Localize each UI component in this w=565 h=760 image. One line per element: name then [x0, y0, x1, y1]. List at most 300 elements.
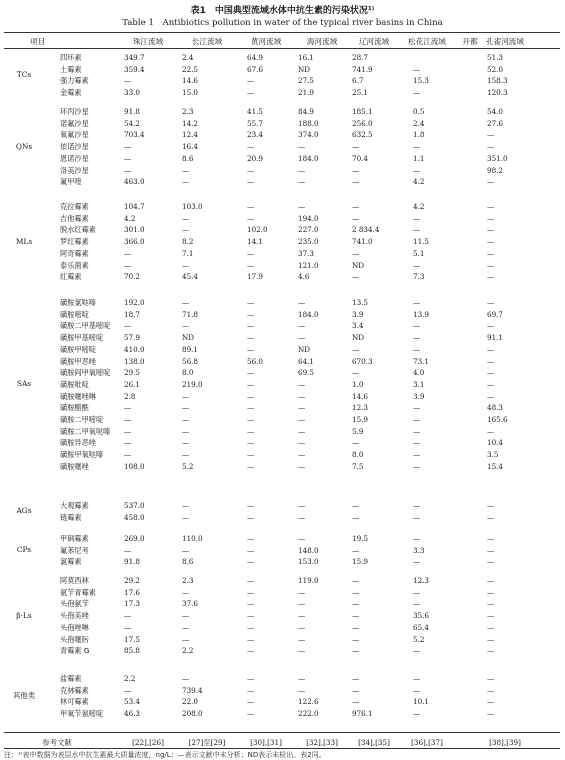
- value-zhujiang: 537.0: [124, 501, 145, 510]
- value-songhuajiang: —: [413, 534, 421, 543]
- value-kongque: —: [487, 379, 495, 389]
- value-huanghe: —: [247, 298, 255, 307]
- value-kongque: —: [487, 501, 495, 510]
- value-haihe: 122.6: [298, 697, 319, 707]
- drug-name: 磺胺二甲嘧啶: [60, 415, 104, 424]
- value-huanghe: 17.9: [247, 272, 264, 282]
- drug-name: 头孢噻肟: [60, 634, 89, 644]
- value-songhuajiang: —: [413, 512, 421, 522]
- value-liaohe: 3.9: [352, 309, 364, 319]
- drug-name: 脱水红霉素: [60, 225, 96, 235]
- drug-name: 青霉素 G: [60, 646, 90, 656]
- value-kongque: 351.0: [487, 153, 508, 163]
- value-liaohe: 670.3: [352, 356, 373, 366]
- value-songhuajiang: —: [413, 646, 421, 656]
- drug-name: 磺胺噻唑: [60, 461, 89, 471]
- value-kongque: —: [487, 599, 495, 609]
- value-liaohe: ND: [352, 333, 365, 343]
- value-huanghe: —: [247, 142, 255, 152]
- value-songhuajiang: —: [413, 64, 421, 74]
- value-zhujiang: 301.0: [124, 225, 145, 235]
- value-liaohe: —: [352, 697, 360, 707]
- value-changjiang: 14.6: [182, 76, 199, 86]
- value-huanghe: —: [247, 403, 255, 413]
- value-changjiang: 7.1: [182, 248, 194, 258]
- value-huanghe: 55.7: [247, 118, 264, 128]
- value-songhuajiang: 15.3: [413, 76, 430, 86]
- value-changjiang: 12.4: [182, 130, 199, 140]
- drug-name: 大观霉素: [60, 501, 89, 510]
- value-kongque: —: [487, 248, 495, 258]
- value-huanghe: —: [247, 213, 255, 223]
- value-huanghe: —: [247, 438, 255, 448]
- value-zhujiang: 703.4: [124, 130, 145, 140]
- value-songhuajiang: 2.4: [413, 118, 425, 128]
- value-liaohe: 70.4: [352, 153, 369, 163]
- header-basin-haihe: 海河流域: [306, 37, 338, 46]
- value-huanghe: 64.9: [247, 53, 264, 62]
- value-songhuajiang: 4.2: [413, 202, 425, 211]
- value-zhujiang: 46.3: [124, 709, 141, 719]
- value-liaohe: —: [352, 368, 360, 378]
- value-songhuajiang: —: [413, 142, 421, 152]
- value-songhuajiang: 13.9: [413, 309, 430, 319]
- value-changjiang: —: [182, 213, 190, 223]
- value-songhuajiang: 5.2: [413, 634, 425, 644]
- value-songhuajiang: 12.3: [413, 576, 430, 585]
- value-haihe: 4.6: [298, 272, 310, 282]
- value-kongque: 120.3: [487, 88, 508, 98]
- value-songhuajiang: —: [413, 213, 421, 223]
- reference-haihe: [32],[33]: [306, 738, 338, 747]
- value-changjiang: —: [182, 426, 190, 436]
- value-zhujiang: 29.5: [124, 368, 141, 378]
- value-songhuajiang: —: [413, 709, 421, 719]
- value-haihe: —: [298, 461, 306, 471]
- value-huanghe: —: [247, 426, 255, 436]
- value-changjiang: —: [182, 674, 190, 683]
- value-changjiang: —: [182, 512, 190, 522]
- drug-name: 磺胺异恶唑: [60, 438, 96, 448]
- value-huanghe: —: [247, 599, 255, 609]
- value-songhuajiang: —: [413, 415, 421, 424]
- value-haihe: —: [298, 298, 306, 307]
- value-songhuajiang: —: [413, 225, 421, 235]
- value-haihe: —: [298, 333, 306, 343]
- drug-name: 氨苄青霉素: [60, 587, 96, 597]
- value-zhujiang: 458.0: [124, 512, 145, 522]
- value-kongque: —: [487, 130, 495, 140]
- drug-name: 阿奇霉素: [60, 248, 89, 258]
- value-zhujiang: 54.2: [124, 118, 141, 128]
- value-songhuajiang: —: [413, 344, 421, 354]
- value-huanghe: —: [247, 88, 255, 98]
- value-songhuajiang: 11.5: [413, 237, 430, 247]
- value-songhuajiang: —: [413, 165, 421, 175]
- value-changjiang: —: [182, 298, 190, 307]
- value-changjiang: 2.4: [182, 53, 194, 62]
- value-zhujiang: —: [124, 321, 132, 331]
- value-zhujiang: 91.8: [124, 557, 141, 567]
- value-zhujiang: 410.0: [124, 344, 145, 354]
- value-songhuajiang: —: [413, 438, 421, 448]
- value-songhuajiang: 1.1: [413, 153, 425, 163]
- value-haihe: —: [298, 685, 306, 695]
- value-kongque: —: [487, 534, 495, 543]
- drug-name: 头孢唑啉: [60, 622, 89, 632]
- value-huanghe: —: [247, 391, 255, 401]
- value-kongque: —: [487, 587, 495, 597]
- value-huanghe: —: [247, 76, 255, 86]
- value-liaohe: —: [352, 634, 360, 644]
- value-liaohe: 185.1: [352, 107, 373, 116]
- drug-name: 磺胺二甲氧哒嗪: [60, 426, 111, 436]
- value-zhujiang: —: [124, 685, 132, 695]
- value-songhuajiang: 10.1: [413, 697, 430, 707]
- drug-name: 头孢美唑: [60, 611, 89, 621]
- drug-name: 克林霉素: [60, 685, 89, 695]
- value-zhujiang: 17.6: [124, 587, 141, 597]
- value-huanghe: 41.5: [247, 107, 264, 116]
- value-liaohe: —: [352, 142, 360, 152]
- value-songhuajiang: —: [413, 685, 421, 695]
- value-changjiang: —: [182, 177, 190, 187]
- value-zhujiang: 17.3: [124, 599, 141, 609]
- value-huanghe: —: [247, 450, 255, 460]
- drug-name: 磺胺间甲氧嘧啶: [60, 368, 111, 378]
- value-haihe: 227.0: [298, 225, 319, 235]
- value-changjiang: 8.0: [182, 368, 194, 378]
- value-liaohe: —: [352, 685, 360, 695]
- value-songhuajiang: —: [413, 321, 421, 331]
- value-kongque: 48.3: [487, 403, 504, 413]
- drug-name: 磺胺甲嘧啶: [60, 344, 96, 354]
- value-haihe: —: [298, 415, 306, 424]
- value-huanghe: —: [247, 248, 255, 258]
- value-liaohe: —: [352, 438, 360, 448]
- table-title-chinese: 表1 中国典型流域水体中抗生素的污染状况¹⁾: [190, 6, 375, 16]
- value-haihe: —: [298, 391, 306, 401]
- value-zhujiang: 2.8: [124, 391, 136, 401]
- value-kongque: —: [487, 512, 495, 522]
- value-changjiang: —: [182, 415, 190, 424]
- value-haihe: 37.3: [298, 248, 315, 258]
- value-zhujiang: 138.0: [124, 356, 145, 366]
- value-changjiang: 89.1: [182, 344, 199, 354]
- value-kongque: 52.0: [487, 64, 504, 74]
- value-zhujiang: 18.7: [124, 309, 141, 319]
- value-huanghe: —: [247, 321, 255, 331]
- value-kongque: —: [487, 344, 495, 354]
- value-haihe: 148.0: [298, 545, 319, 555]
- value-huanghe: 20.9: [247, 153, 264, 163]
- drug-name: 阿莫西林: [60, 576, 89, 585]
- value-kongque: —: [487, 321, 495, 331]
- drug-name: 克拉霉素: [60, 202, 89, 211]
- value-liaohe: 632.5: [352, 130, 373, 140]
- value-changjiang: 56.8: [182, 356, 199, 366]
- category-label: MLs: [15, 236, 33, 246]
- drug-name: 林可霉素: [60, 697, 89, 707]
- value-changjiang: —: [182, 622, 190, 632]
- header-item: 项目: [30, 37, 46, 46]
- value-kongque: —: [487, 697, 495, 707]
- value-haihe: 374.0: [298, 130, 319, 140]
- value-haihe: 235.0: [298, 237, 319, 247]
- value-liaohe: —: [352, 611, 360, 621]
- value-haihe: —: [298, 379, 306, 389]
- value-zhujiang: 29.2: [124, 576, 141, 585]
- value-haihe: 119.0: [298, 576, 319, 585]
- value-huanghe: —: [247, 622, 255, 632]
- value-liaohe: —: [352, 674, 360, 683]
- value-changjiang: —: [182, 391, 190, 401]
- value-kongque: —: [487, 237, 495, 247]
- value-liaohe: —: [352, 599, 360, 609]
- value-haihe: —: [298, 142, 306, 152]
- value-haihe: —: [298, 321, 306, 331]
- value-haihe: —: [298, 599, 306, 609]
- value-kongque: 27.6: [487, 118, 504, 128]
- value-zhujiang: 104.7: [124, 202, 145, 211]
- header-basin-liaohe: 辽河流域: [358, 37, 390, 46]
- value-changjiang: —: [182, 545, 190, 555]
- value-zhujiang: —: [124, 426, 132, 436]
- value-kongque: —: [487, 557, 495, 567]
- value-songhuajiang: —: [413, 599, 421, 609]
- value-liaohe: 5.9: [352, 426, 364, 436]
- value-zhujiang: —: [124, 248, 132, 258]
- table-title-english: Table 1 Antibiotics pollution in water of the typical river basins in China: [122, 18, 443, 28]
- value-liaohe: 976.1: [352, 709, 373, 719]
- value-kongque: —: [487, 611, 495, 621]
- value-liaohe: 15.9: [352, 557, 369, 567]
- value-huanghe: —: [247, 368, 255, 378]
- top-rule: [4, 32, 560, 33]
- value-changjiang: 2.3: [182, 576, 194, 585]
- value-haihe: 16.1: [298, 53, 315, 62]
- category-label: β-Ls: [16, 610, 32, 620]
- value-zhujiang: 70.2: [124, 272, 141, 282]
- value-kongque: 98.2: [487, 165, 504, 175]
- value-liaohe: ND: [352, 260, 365, 270]
- value-kongque: —: [487, 272, 495, 282]
- value-liaohe: 741.0: [352, 237, 373, 247]
- value-liaohe: 12.3: [352, 403, 369, 413]
- value-huanghe: —: [247, 709, 255, 719]
- reference-songhuajiang: [36],[37]: [411, 738, 443, 747]
- drug-name: 甲氧苄氨嘧啶: [60, 709, 104, 719]
- drug-name: 磺胺甲恶唑: [60, 356, 96, 366]
- value-huanghe: —: [247, 545, 255, 555]
- value-kongque: 3.5: [487, 450, 499, 460]
- value-haihe: 121.0: [298, 260, 319, 270]
- drug-name: 恩诺沙星: [60, 153, 89, 163]
- drug-name: 磺胺氯哒嗪: [60, 298, 96, 307]
- value-kongque: —: [487, 260, 495, 270]
- value-songhuajiang: —: [413, 426, 421, 436]
- value-huanghe: —: [247, 576, 255, 585]
- value-huanghe: —: [247, 646, 255, 656]
- value-huanghe: —: [247, 177, 255, 187]
- value-haihe: —: [298, 426, 306, 436]
- value-changjiang: —: [182, 634, 190, 644]
- value-huanghe: —: [247, 685, 255, 695]
- value-haihe: 21.9: [298, 88, 315, 98]
- value-haihe: 194.0: [298, 213, 319, 223]
- value-haihe: —: [298, 501, 306, 510]
- value-zhujiang: 53.4: [124, 697, 141, 707]
- value-liaohe: 7.5: [352, 461, 364, 471]
- header-basin-kaidu: 开都: [462, 37, 478, 46]
- value-haihe: 184.0: [298, 153, 319, 163]
- value-huanghe: —: [247, 165, 255, 175]
- value-zhujiang: 463.0: [124, 177, 145, 187]
- value-haihe: 184.0: [298, 309, 319, 319]
- value-haihe: 222.0: [298, 709, 319, 719]
- value-huanghe: 23.4: [247, 130, 264, 140]
- value-songhuajiang: —: [413, 298, 421, 307]
- drug-name: 氟甲喹: [60, 177, 82, 187]
- value-liaohe: 741.9: [352, 64, 373, 74]
- value-zhujiang: —: [124, 438, 132, 448]
- drug-name: 磺胺嘧啶: [60, 309, 89, 319]
- value-songhuajiang: —: [413, 333, 421, 343]
- category-label: AGs: [16, 506, 32, 516]
- value-haihe: 84.9: [298, 107, 315, 116]
- drug-name: 链霉素: [60, 512, 82, 522]
- value-huanghe: —: [247, 634, 255, 644]
- value-zhujiang: —: [124, 153, 132, 163]
- drug-name: 诺氟沙星: [60, 118, 89, 128]
- value-changjiang: —: [182, 225, 190, 235]
- table-footnote: 注：¹⁾表中数据为表层水中抗生素最大质量浓度，ng/L；—表示文献中未分析；ND表示未检出。表2同。: [4, 751, 326, 759]
- drug-name: 盐霉素: [60, 674, 82, 683]
- value-changjiang: 739.4: [182, 685, 203, 695]
- value-haihe: —: [298, 611, 306, 621]
- value-liaohe: 14.6: [352, 391, 369, 401]
- value-zhujiang: 2.2: [124, 674, 136, 683]
- value-liaohe: 25.1: [352, 88, 369, 98]
- value-changjiang: 22.5: [182, 64, 199, 74]
- value-haihe: —: [298, 646, 306, 656]
- value-kongque: 54.0: [487, 107, 504, 116]
- value-changjiang: 208.0: [182, 709, 203, 719]
- value-haihe: 153.0: [298, 557, 319, 567]
- value-kongque: 165.6: [487, 415, 508, 424]
- drug-name: 磺胺醋酰: [60, 403, 89, 413]
- value-changjiang: 15.0: [182, 88, 199, 98]
- drug-name: 红霉素: [60, 272, 82, 282]
- value-kongque: —: [487, 177, 495, 187]
- drug-name: 头孢氨苄: [60, 599, 89, 609]
- value-songhuajiang: —: [413, 557, 421, 567]
- value-huanghe: —: [247, 379, 255, 389]
- value-songhuajiang: 7.3: [413, 272, 425, 282]
- value-liaohe: —: [352, 646, 360, 656]
- category-label: TCs: [16, 70, 32, 80]
- value-songhuajiang: 1.8: [413, 130, 425, 140]
- value-kongque: —: [487, 368, 495, 378]
- value-liaohe: 15.9: [352, 415, 369, 424]
- reference-zhujiang: [22],[26]: [132, 738, 164, 747]
- value-huanghe: 14.1: [247, 237, 264, 247]
- value-zhujiang: 349.7: [124, 53, 145, 62]
- drug-name: 泰乐菌素: [60, 260, 89, 270]
- value-changjiang: 2.3: [182, 107, 194, 116]
- value-kongque: 69.7: [487, 309, 504, 319]
- value-changjiang: 71.8: [182, 309, 199, 319]
- value-haihe: ND: [298, 64, 311, 74]
- value-changjiang: 103.0: [182, 202, 203, 211]
- value-changjiang: 22.0: [182, 697, 199, 707]
- value-liaohe: —: [352, 202, 360, 211]
- category-label: QNs: [15, 141, 33, 151]
- value-haihe: —: [298, 674, 306, 683]
- value-kongque: 91.1: [487, 333, 504, 343]
- value-liaohe: —: [352, 622, 360, 632]
- drug-name: 吉他霉素: [60, 213, 89, 223]
- value-haihe: 188.0: [298, 118, 319, 128]
- value-huanghe: 67.6: [247, 64, 264, 74]
- value-changjiang: —: [182, 438, 190, 448]
- header-basin-songhuajiang: 松花江流域: [408, 37, 446, 46]
- value-kongque: —: [487, 426, 495, 436]
- value-haihe: —: [298, 634, 306, 644]
- value-liaohe: 13.5: [352, 298, 369, 307]
- value-huanghe: —: [247, 587, 255, 597]
- header-basin-changjiang: 长江流域: [191, 37, 223, 46]
- header-rule: [4, 48, 560, 49]
- value-kongque: —: [487, 142, 495, 152]
- value-liaohe: —: [352, 248, 360, 258]
- value-huanghe: —: [247, 557, 255, 567]
- value-huanghe: —: [247, 344, 255, 354]
- value-liaohe: 2 834.4: [352, 225, 380, 235]
- value-changjiang: 5.2: [182, 461, 194, 471]
- value-changjiang: —: [182, 260, 190, 270]
- category-label: 其他类: [12, 691, 36, 701]
- value-changjiang: 2.2: [182, 646, 194, 656]
- value-huanghe: —: [247, 309, 255, 319]
- value-songhuajiang: 4.0: [413, 368, 425, 378]
- value-liaohe: —: [352, 344, 360, 354]
- drug-name: 四环素: [60, 53, 82, 62]
- drug-name: 金霉素: [60, 88, 82, 98]
- value-haihe: —: [298, 403, 306, 413]
- value-kongque: —: [487, 202, 495, 211]
- value-huanghe: —: [247, 461, 255, 471]
- value-huanghe: —: [247, 202, 255, 211]
- value-liaohe: 8.0: [352, 450, 364, 460]
- value-changjiang: —: [182, 501, 190, 510]
- value-huanghe: —: [247, 534, 255, 543]
- value-zhujiang: 26.1: [124, 379, 141, 389]
- value-kongque: —: [487, 685, 495, 695]
- value-kongque: —: [487, 674, 495, 683]
- value-changjiang: —: [182, 403, 190, 413]
- value-zhujiang: —: [124, 142, 132, 152]
- value-haihe: —: [298, 622, 306, 632]
- value-changjiang: 8.6: [182, 557, 194, 567]
- value-liaohe: 28.7: [352, 53, 369, 62]
- drug-name: 氯霉素: [60, 557, 82, 567]
- value-huanghe: 56.0: [247, 356, 264, 366]
- value-zhujiang: 4.2: [124, 213, 136, 223]
- value-liaohe: —: [352, 177, 360, 187]
- drug-name: 土霉素: [60, 64, 82, 74]
- value-zhujiang: —: [124, 165, 132, 175]
